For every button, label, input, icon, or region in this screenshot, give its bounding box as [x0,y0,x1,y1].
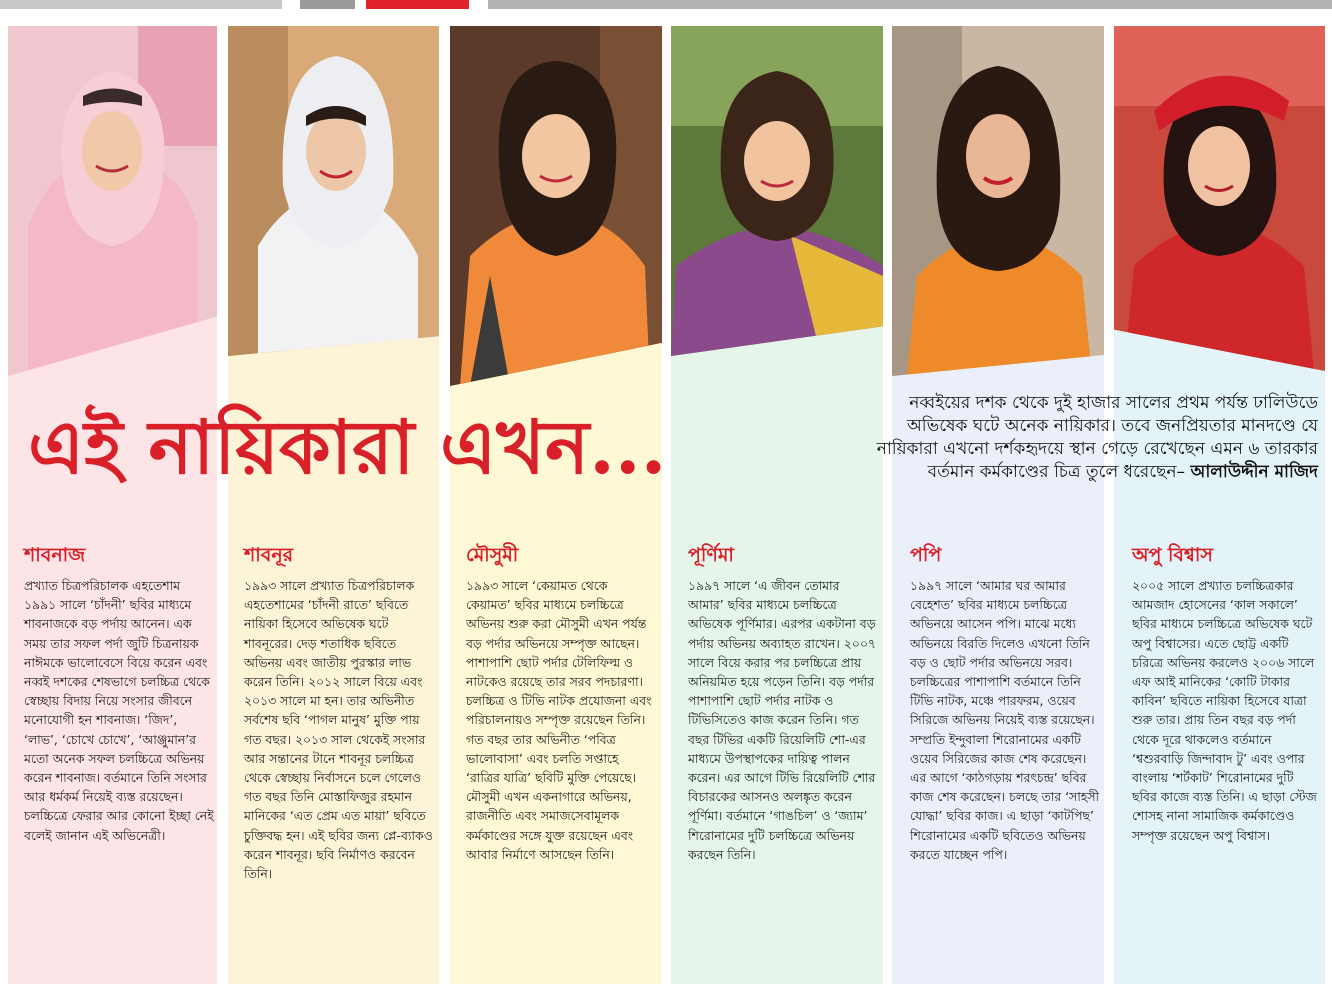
article-title: মৌসুমী [466,544,519,566]
author-byline: আলাউদ্দীন মাজিদ [1190,462,1318,482]
portrait-photo-shabnaz [8,26,217,376]
article-title: অপু বিশ্বাস [1132,544,1213,566]
article-title: পূর্ণিমা [688,544,734,566]
article-shabnur [244,541,434,883]
strip-segment [488,0,1332,9]
article-body: প্রখ্যাত চিত্রপরিচালক এহতেশাম ১৯৯১ সালে ‘চাঁদনী’ ছবির মাধ্যমে শাবনাজকে বড় পর্দায় আনেন। এক সময় তার সফল পর্দা জুটি চিত্রনায়ক নাঈমকে ভালোবেসে বিয়ে করেন এবং নব্বই দশকের শেষভাগে চলচ্চিত্র থেকে স্বেচ্ছায় বিদায় নিয়ে সংসার জীবনে মনোযোগী হন শাবনাজ। ‘জিদ’, ‘লাভ’, ‘চোখে চোখে’, ‘আঞ্জুমান’র মতো অনেক সফল চলচ্চিত্রে অভিনয় করেন শাবনাজ। বর্তমানে তিনি সংসার আর ধর্মকর্ম নিয়েই ব্যস্ত রয়েছেন। চলচ্চিত্রে ফেরার আর কোনো ইচ্ছা নেই বলেই জানান এই অভিনেত্রী। [24,578,214,843]
article-body: ১৯৯৩ সালে ‘কেয়ামত থেকে কেয়ামত’ ছবির মাধ্যমে চলচ্চিত্রে অভিনয় শুরু করা মৌসুমী এখন পর্যন্ত বড় পর্দার অভিনয়ে সম্পৃক্ত আছেন। পাশাপাশি ছোট পর্দার টেলিফিল্ম ও নাটকেও রয়েছে তার সরব পদচারণা। চলচ্চিত্র ও টিভি নাটক প্রযোজনা এবং পরিচালনায়ও সম্পৃক্ত রয়েছেন তিনি। গত বছর তার অভিনীত ‘পবিত্র ভালোবাসা’ এবং চলতি সপ্তাহে ‘রাত্রির যাত্রি’ ছবিটি মুক্তি পেয়েছে। মৌসুমী এখন একনাগারে অভিনয়, রাজনীতি এবং সমাজসেবামূলক কর্মকাণ্ডের সঙ্গে যুক্ত রয়েছেন এবং আবার নির্মাণে আসছেন তিনি। [466,578,652,862]
portrait-photo-apu-biswas [1114,26,1325,371]
article-title: শাবনাজ [24,544,86,566]
portrait-photo-purnima [671,26,883,356]
intro-text [848,392,1318,484]
article-body: ১৯৯৭ সালে ‘এ জীবন তোমার আমার’ ছবির মাধ্যমে চলচ্চিত্রে অভিষেক পূর্ণিমার। এরপর একটানা বড় পর্দায় অভিনয় অব্যাহত রাখেন। ২০০৭ সালে বিয়ে করার পর চলচ্চিত্রে প্রায় অনিয়মিত হয়ে পড়েন তিনি। বড় পর্দার পাশাপাশি ছোট পর্দার নাটক ও টিভিসিতেও কাজ করেন তিনি। গত বছর টিভির একটি রিয়েলিটি শো-এর মাধ্যমে উপস্থাপকের দায়িত্ব পালন করেন। এর আগে টিভি রিয়েলিটি শোর বিচারকের আসনও অলঙ্কৃত করেন পূর্ণিমা। বর্তমানে ‘গাঙচিল’ ও ‘জ্যাম’ শিরোনামের দুটি চলচ্চিত্রে অভিনয় করছেন তিনি। [688,578,876,862]
portrait-photo-popy [892,26,1104,376]
article-body: ২০০৫ সালে প্রখ্যাত চলচ্চিত্রকার আমজাদ হোসেনের ‘কাল সকালে’ ছবির মাধ্যমে চলচ্চিত্রে অভিষেক ঘটে অপু বিশ্বাসের। এতে ছোট্ট একটি চরিত্রে অভিনয় করলেও ২০০৬ সালে এফ আই মানিকের ‘কোটি টাকার কাবিন’ ছবিতে নায়িকা হিসেবে যাত্রা শুরু তার। প্রায় তিন বছর বড় পর্দা থেকে দূরে থাকলেও বর্তমানে ‘শ্বশুরবাড়ি জিন্দাবাদ টু’ এবং ওপার বাংলায় ‘শর্টকাট’ শিরোনামের দুটি ছবির কাজে ব্যস্ত তিনি। এ ছাড়া স্টেজ শোসহ নানা সামাজিক কর্মকাণ্ডেও সম্পৃক্ত রয়েছেন অপু বিশ্বাস। [1132,578,1317,843]
article-moushumi [466,541,656,864]
article-purnima [688,541,878,864]
strip-segment [0,0,282,9]
article-title: পপি [910,544,942,566]
strip-segment-red [366,0,469,9]
portrait-photo-shabnur [228,26,439,356]
article-popy [910,541,1100,864]
article-apu-biswas [1132,541,1322,845]
intro-body: নব্বইয়ের দশক থেকে দুই হাজার সালের প্রথম পর্যন্ত ঢালিউডে অভিষেক ঘটে অনেক নায়িকার। তবে জনপ্রিয়তার মানদণ্ডে যে নায়িকারা এখনো দর্শকহৃদয়ে স্থান গেড়ে রেখেছেন এমন ৬ তারকার বর্তমান কর্মকাণ্ডের চিত্র তুলে ধরেছেন– [876,393,1318,482]
article-body: ১৯৯৭ সালে ‘আমার ঘর আমার বেহেশত’ ছবির মাধ্যমে চলচ্চিত্রে অভিনয়ে আসেন পপি। মাঝে মধ্যে অভিনয়ে বিরতি দিলেও এখনো তিনি বড় ও ছোট পর্দার অভিনয়ে সরব। চলচ্চিত্রের পাশাপাশি বর্তমানে তিনি টিভি নাটক, মঞ্চে পারফরম, ওয়েব সিরিজে অভিনয় নিয়েই ব্যস্ত রয়েছেন। সম্প্রতি ইন্দুবালা শিরোনামের একটি ওয়েব সিরিজের কাজ শেষ করেছেন। এর আগে ‘কাঠগড়ায় শরৎচন্দ্র’ ছবির কাজ শেষ করেছেন। চলছে তার ‘সাহসী যোদ্ধা’ ছবির কাজ। এ ছাড়া ‘কাটপিছ’ শিরোনামের একটি ছবিতেও অভিনয় করতে যাচ্ছেন পপি। [910,578,1100,862]
article-title: শাবনূর [244,544,294,566]
page-headline: এই নায়িকারা এখন... [28,405,667,491]
article-shabnaz [24,541,214,845]
top-color-strip [0,0,1332,12]
portrait-photo-moushumi [450,26,662,386]
strip-segment [300,0,355,9]
article-body: ১৯৯৩ সালে প্রখ্যাত চিত্রপরিচালক এহতেশামের ‘চাঁদনী রাতে’ ছবিতে নায়িকা হিসেবে অভিষেক ঘটে শাবনূরের। দেড় শতাধিক ছবিতে অভিনয় এবং জাতীয় পুরস্কার লাভ করেন তিনি। ২০১২ সালে বিয়ে এবং ২০১৩ সালে মা হন। তার অভিনীত সর্বশেষ ছবি ‘পাগল মানুষ’ মুক্তি পায় গত বছর। ২০১৩ সাল থেকেই সংসার আর সন্তানের টানে শাবনূর চলচ্চিত্র থেকে স্বেচ্ছায় নির্বাসনে চলে গেলেও গত বছর তিনি মোস্তাফিজুর রহমান মানিকের ‘এত প্রেম এত মায়া’ ছবিতে চুক্তিবদ্ধ হন। এই ছবির জন্য প্লে-ব্যাকও করেন শাবনূর। ছবি নির্মাণও করবেন তিনি। [244,578,433,882]
